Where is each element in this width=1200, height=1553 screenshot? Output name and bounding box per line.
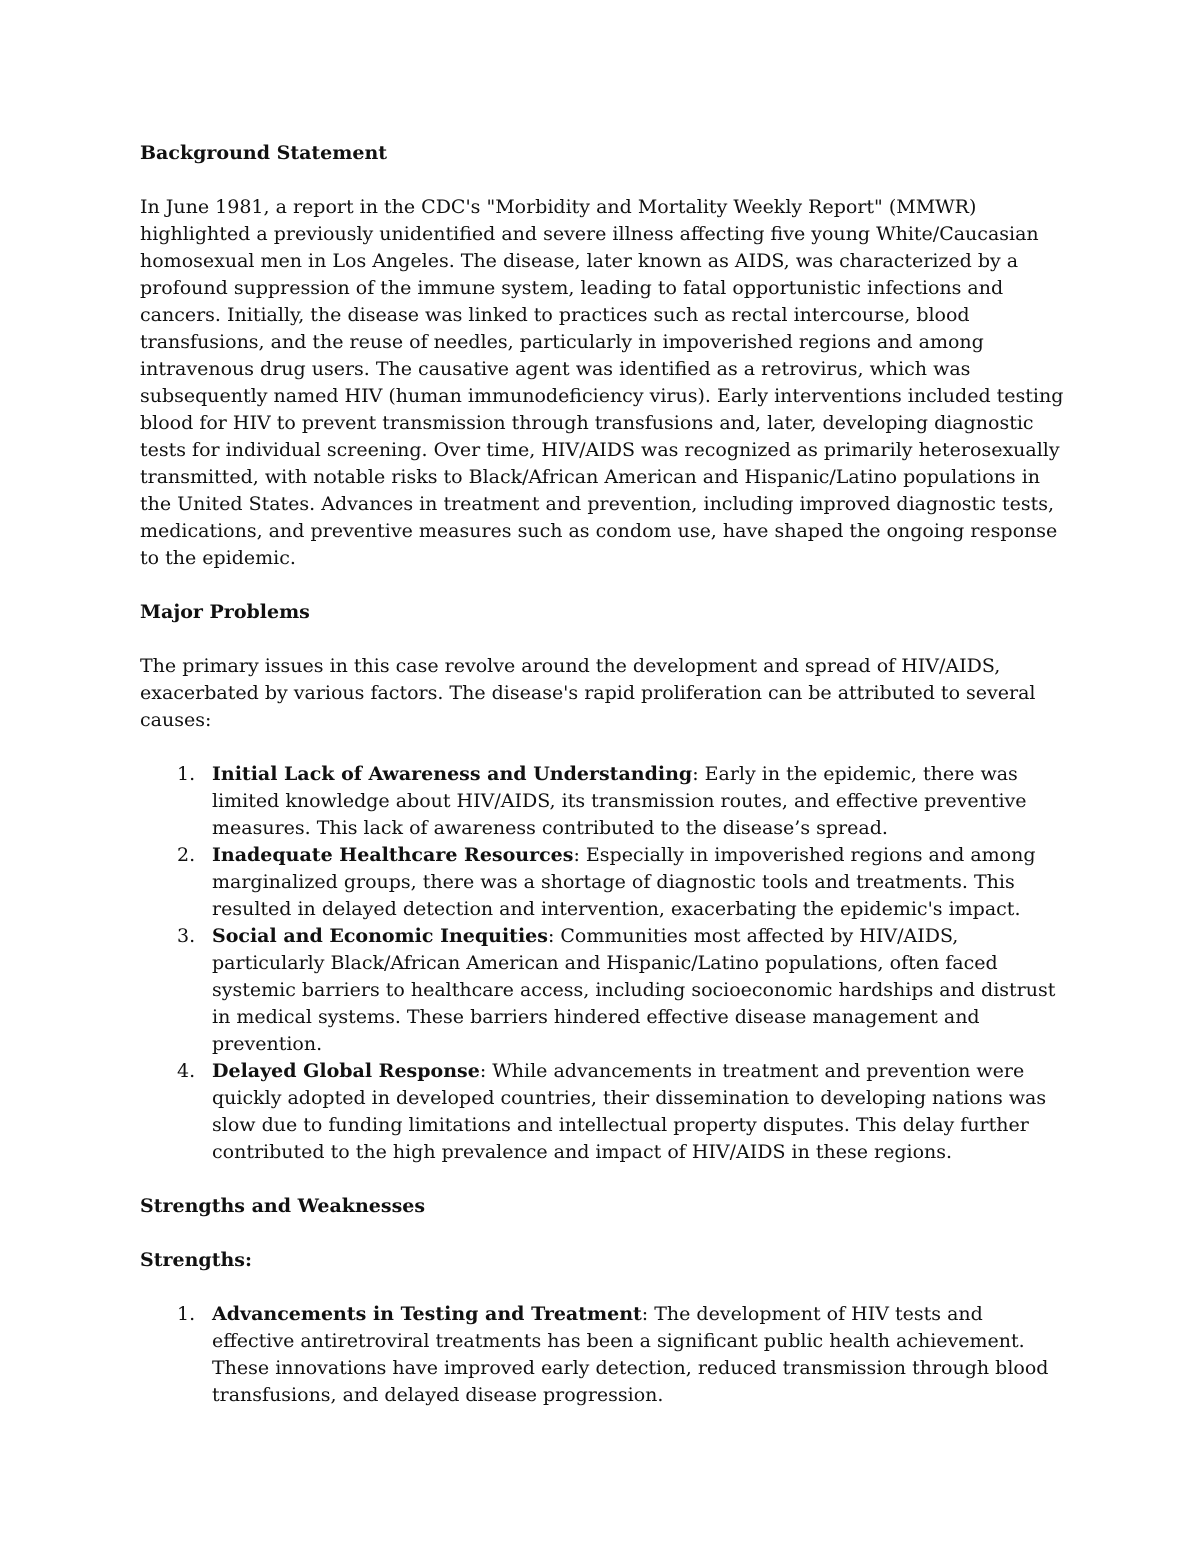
problems-heading: Major Problems [140,601,310,623]
background-paragraph: In June 1981, a report in the CDC's "Morbidity and Mortality Weekly Report" (MMWR) highlighted a previously unidentified and severe illness affecting five young White/Caucasian homosexual men in Los Angeles. The disease, later known as AIDS, was characterized by a profound suppression of the immune system, leading to fatal opportunistic infections and cancers. Initially, the disease was linked to practices such as rectal intercourse, blood transfusions, and the reuse of needles, particularly in impoverished regions and among intravenous drug users. The causative agent was identified as a retrovirus, which was subsequently named HIV (human immunodeficiency virus). Early interventions included testing blood for HIV to prevent transmission through transfusions and, later, developing diagnostic tests for individual screening. Over time, HIV/AIDS was recognized as primarily heterosexually transmitted, with notable risks to Black/African American and Hispanic/Latino populations in the United States. Advances in treatment and prevention, including improved diagnostic tests, medications, and preventive measures such as condom use, have shaped the ongoing response to the epidemic. [140,196,1064,569]
strengths-weaknesses-heading: Strengths and Weaknesses [140,1195,426,1217]
list-number: 4. [177,1060,196,1082]
list-text: : Communities most affected by HIV/AIDS, particularly Black/African American and Hispanic/Latino populations, often faced systemic barriers to healthcare access, including socioeconomic hardships and distrust in medical systems. These barriers hindered effective disease management and prevention. [212,925,1056,1055]
list-text: : The development of HIV tests and effective antiretroviral treatments has been a significant public health achievement. These innovations have improved early detection, reduced transmission through blood transfusions, and delayed disease progression. [212,1303,1049,1406]
list-item [140,842,1065,923]
document-page [140,140,1065,1409]
list-term: Social and Economic Inequities [212,925,548,947]
problems-list [140,761,1065,1166]
spacer [140,1166,1065,1193]
background-heading: Background Statement [140,142,388,164]
list-item [140,761,1065,842]
list-item [140,1301,1065,1409]
list-number: 3. [177,925,196,947]
list-term: Advancements in Testing and Treatment [212,1303,642,1325]
list-term: Delayed Global Response [212,1060,480,1082]
strengths-list [140,1301,1065,1409]
problems-intro: The primary issues in this case revolve around the development and spread of HIV/AIDS, exacerbated by various factors. The disease's rapid proliferation can be attributed to several causes: [140,655,1036,731]
list-number: 2. [177,844,196,866]
list-number: 1. [177,763,196,785]
list-item [140,1058,1065,1166]
spacer [140,626,1065,653]
spacer [140,167,1065,194]
list-text: : Especially in impoverished regions and among marginalized groups, there was a shortage of diagnostic tools and treatments. This resulted in delayed detection and intervention, exacerbating the epidemic's impact. [212,844,1036,920]
list-item [140,923,1065,1058]
spacer [140,734,1065,761]
strengths-heading: Strengths: [140,1249,252,1271]
list-text: : Early in the epidemic, there was limited knowledge about HIV/AIDS, its transmission routes, and effective preventive measures. This lack of awareness contributed to the disease’s spread. [212,763,1027,839]
list-term: Initial Lack of Awareness and Understanding [212,763,693,785]
list-term: Inadequate Healthcare Resources [212,844,574,866]
spacer [140,1274,1065,1301]
list-number: 1. [177,1303,196,1325]
spacer [140,1220,1065,1247]
list-text: : While advancements in treatment and prevention were quickly adopted in developed countries, their dissemination to developing nations was slow due to funding limitations and intellectual property disputes. This delay further contributed to the high prevalence and impact of HIV/AIDS in these regions. [212,1060,1047,1163]
spacer [140,572,1065,599]
